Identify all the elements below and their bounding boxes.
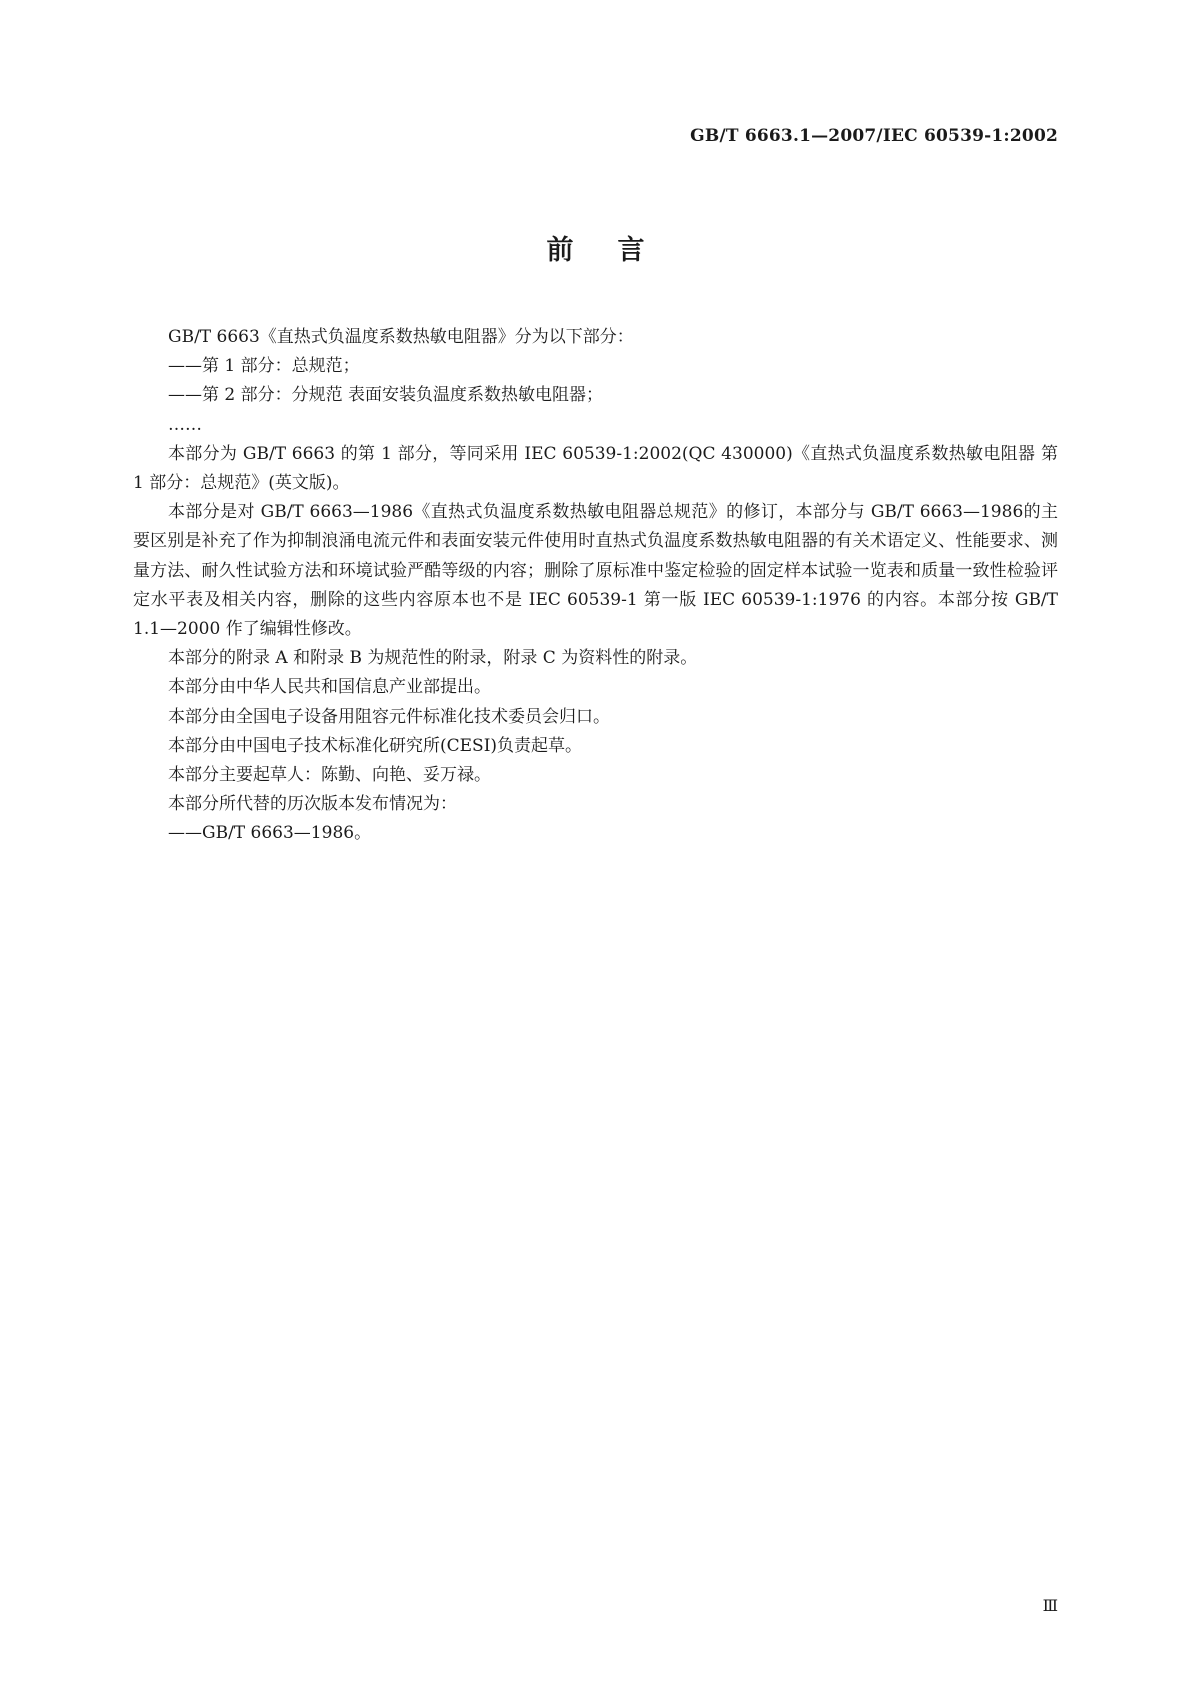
paragraph: 本部分的附录 A 和附录 B 为规范性的附录，附录 C 为资料性的附录。 xyxy=(168,648,698,669)
replaced-version-item: ——GB/T 6663—1986。 xyxy=(168,823,372,844)
standard-number: GB/T 6663.1—2007/IEC 60539-1:2002 xyxy=(690,126,1058,146)
paragraph: 本部分由中国电子技术标准化研究所(CESI)负责起草。 xyxy=(168,735,583,756)
paragraph: 本部分所代替的历次版本发布情况为： xyxy=(168,794,457,815)
page-title: 前言 xyxy=(546,235,689,266)
paragraph: 本部分是对 GB/T 6663—1986《直热式负温度系数热敏电阻器总规范》的修订，本部分与 GB/T 6663—1986的主要区别是补充了作为抑制浪涌电流元件和表面安装元件使用时直热式负温度系数热敏电阻器的有关术语定义、性能要求、测量方法、耐久性试验方法和环境试验严酷等级的内容；删除了原标准中鉴定检验的固定样本试验一览表和质量一致性检验评定水平表及相关内容，删除的这些内容原本也不是 IEC 60539-1 第一版 IEC 60539-1:1976 的内容。本部分按 GB/T 1.1—2000 作了编辑性修改。 xyxy=(133,502,1058,639)
paragraph: 本部分为 GB/T 6663 的第 1 部分，等同采用 IEC 60539-1:2002(QC 430000)《直热式负温度系数热敏电阻器 第 1 部分：总规范》(英文版)。 xyxy=(133,443,1058,493)
paragraph: 本部分主要起草人：陈勤、向艳、妥万禄。 xyxy=(168,764,491,785)
intro-line: GB/T 6663《直热式负温度系数热敏电阻器》分为以下部分： xyxy=(168,327,634,347)
part-list-item: ——第 1 部分：总规范； xyxy=(168,356,360,377)
paragraph: 本部分由全国电子设备用阻容元件标准化技术委员会归口。 xyxy=(168,706,610,727)
foreword-body xyxy=(133,323,1058,849)
paragraph: 本部分由中华人民共和国信息产业部提出。 xyxy=(168,677,491,698)
ellipsis-line: …… xyxy=(168,414,202,435)
page-number: Ⅲ xyxy=(1042,1596,1058,1615)
part-list-item: ——第 2 部分：分规范 表面安装负温度系数热敏电阻器； xyxy=(168,385,604,406)
